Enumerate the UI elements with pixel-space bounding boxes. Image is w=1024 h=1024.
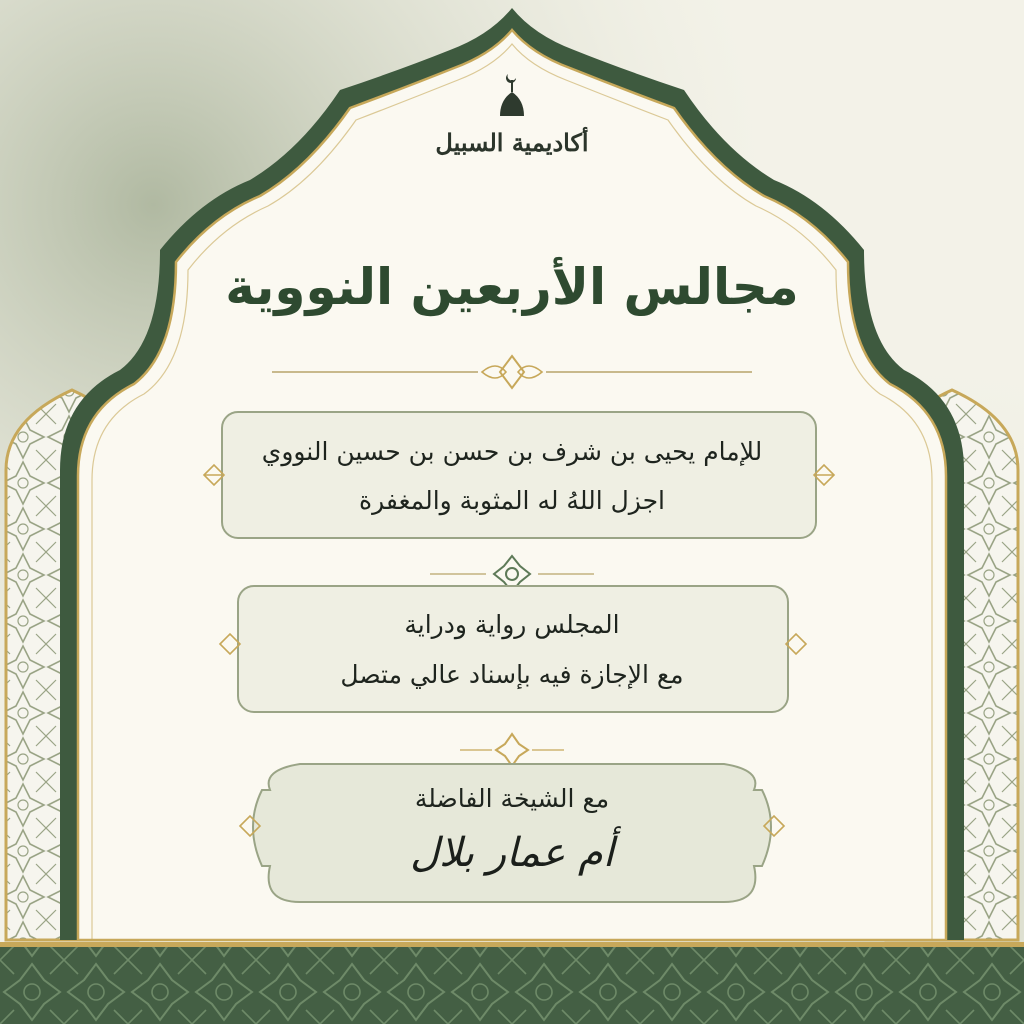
teacher-name: أم عمار بلال xyxy=(410,830,614,876)
page-title: مجالس الأربعين النووية xyxy=(225,258,799,316)
ijazah-line: مع الإجازة فيه بإسناد عالي متصل xyxy=(340,660,684,689)
imam-name-line: للإمام يحيى بن شرف بن حسن بن حسين النووي xyxy=(261,437,763,466)
dua-line: اجزل اللهُ له المثوبة والمغفرة xyxy=(359,486,665,515)
majlis-description-line: المجلس رواية ودراية xyxy=(404,610,620,639)
academy-logo: أكاديمية السبيل xyxy=(435,128,589,157)
teacher-intro-line: مع الشيخة الفاضلة xyxy=(414,784,610,813)
